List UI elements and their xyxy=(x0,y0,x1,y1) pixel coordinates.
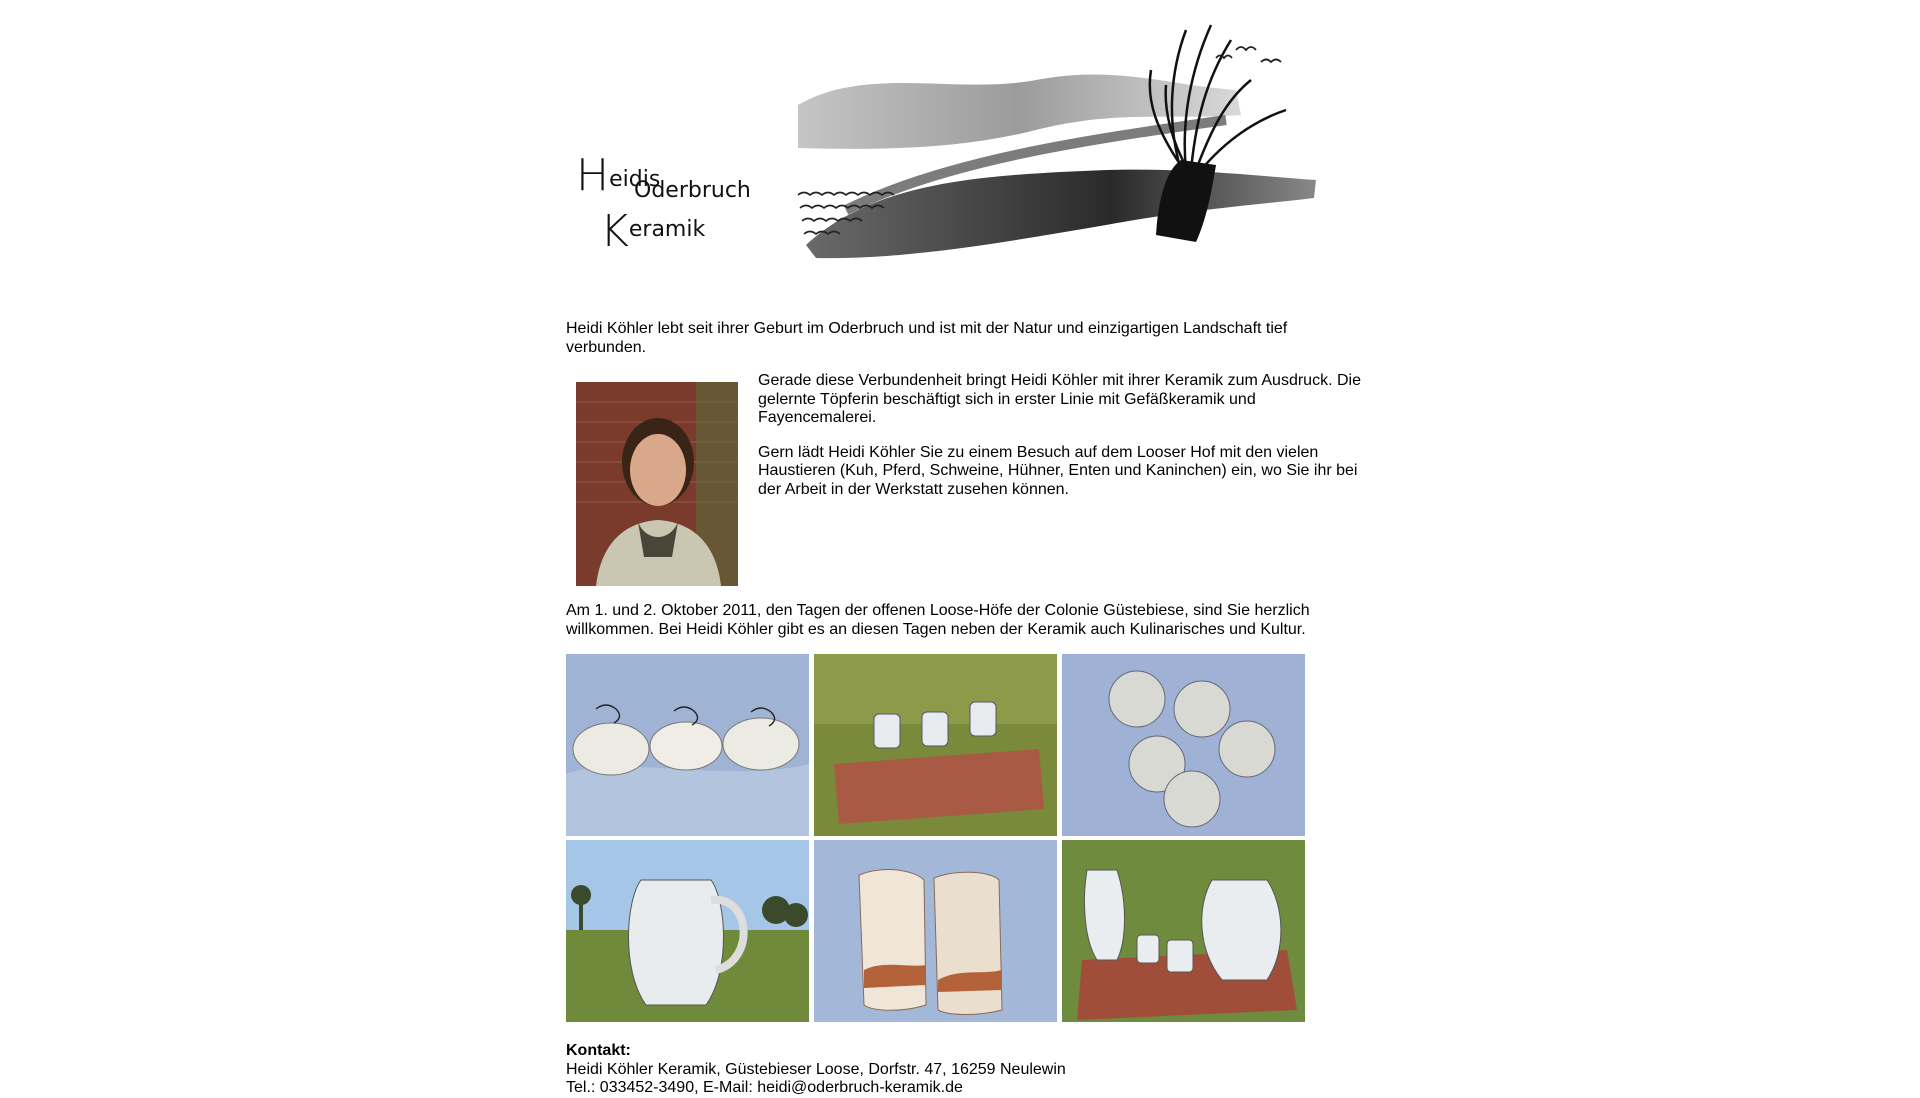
gallery-photo-jug-set-on-bricks[interactable] xyxy=(1062,840,1305,1022)
logo-text-eidis: eidis xyxy=(609,167,661,192)
event-paragraph: Am 1. und 2. Oktober 2011, den Tagen der offenen Loose-Höfe der Colonie Güstebiese, sind Sie herzlich willkommen. Bei Heidi Köhler gibt es an diesen Tagen neben der Keramik auch Kulinarisches und Kultur. xyxy=(566,602,1310,638)
ceramics-gallery xyxy=(566,654,1374,1022)
page xyxy=(566,0,1374,1098)
gallery-photo-bowls-with-drawings[interactable] xyxy=(566,654,809,836)
logo-initial-h: H xyxy=(576,150,610,201)
logo-initial-k: K xyxy=(600,206,629,257)
bio-paragraph-1: Gerade diese Verbundenheit bringt Heidi Köhler mit ihrer Keramik zum Ausdruck. Die gelernte Töpferin beschäftigt sich in erster Linie mit Gefäßkeramik und Fayencemalerei. xyxy=(758,372,1361,426)
contact-section xyxy=(566,1042,1374,1098)
bio-paragraph-2: Gern lädt Heidi Köhler Sie zu einem Besuch auf dem Looser Hof mit den vielen Haustieren (Kuh, Pferd, Schweine, Hühner, Enten und Kaninchen) ein, wo Sie ihr bei der Arbeit in der Werkstatt zusehen können. xyxy=(758,443,1358,498)
logo-text-eramik: eramik xyxy=(628,217,706,242)
site-logo[interactable] xyxy=(576,150,756,257)
gallery-photo-jug-in-field[interactable] xyxy=(566,840,809,1022)
logo-text-oderbruch: Oderbruch xyxy=(634,178,751,203)
intro-paragraph: Heidi Köhler lebt seit ihrer Geburt im Oderbruch und ist mit der Natur und einzigartigen Landschaft tief verbunden. xyxy=(566,320,1288,356)
contact-address: Heidi Köhler Keramik, Güstebieser Loose, Dorfstr. 47, 16259 Neulewin xyxy=(566,1060,1066,1078)
gallery-photo-five-bowls[interactable] xyxy=(1062,654,1305,836)
portrait-photo xyxy=(576,382,738,586)
bio-section xyxy=(566,372,1374,585)
bio-text xyxy=(758,372,1374,499)
gallery-photo-painted-vases[interactable] xyxy=(814,840,1057,1022)
contact-phone-email[interactable]: Tel.: 033452-3490, E-Mail: heidi@oderbruch-keramik.de xyxy=(566,1079,963,1096)
gallery-photo-cups-on-brick[interactable] xyxy=(814,654,1057,836)
header-banner xyxy=(566,0,1374,305)
ink-landscape-illustration xyxy=(786,10,1374,305)
contact-heading: Kontakt: xyxy=(566,1042,631,1059)
